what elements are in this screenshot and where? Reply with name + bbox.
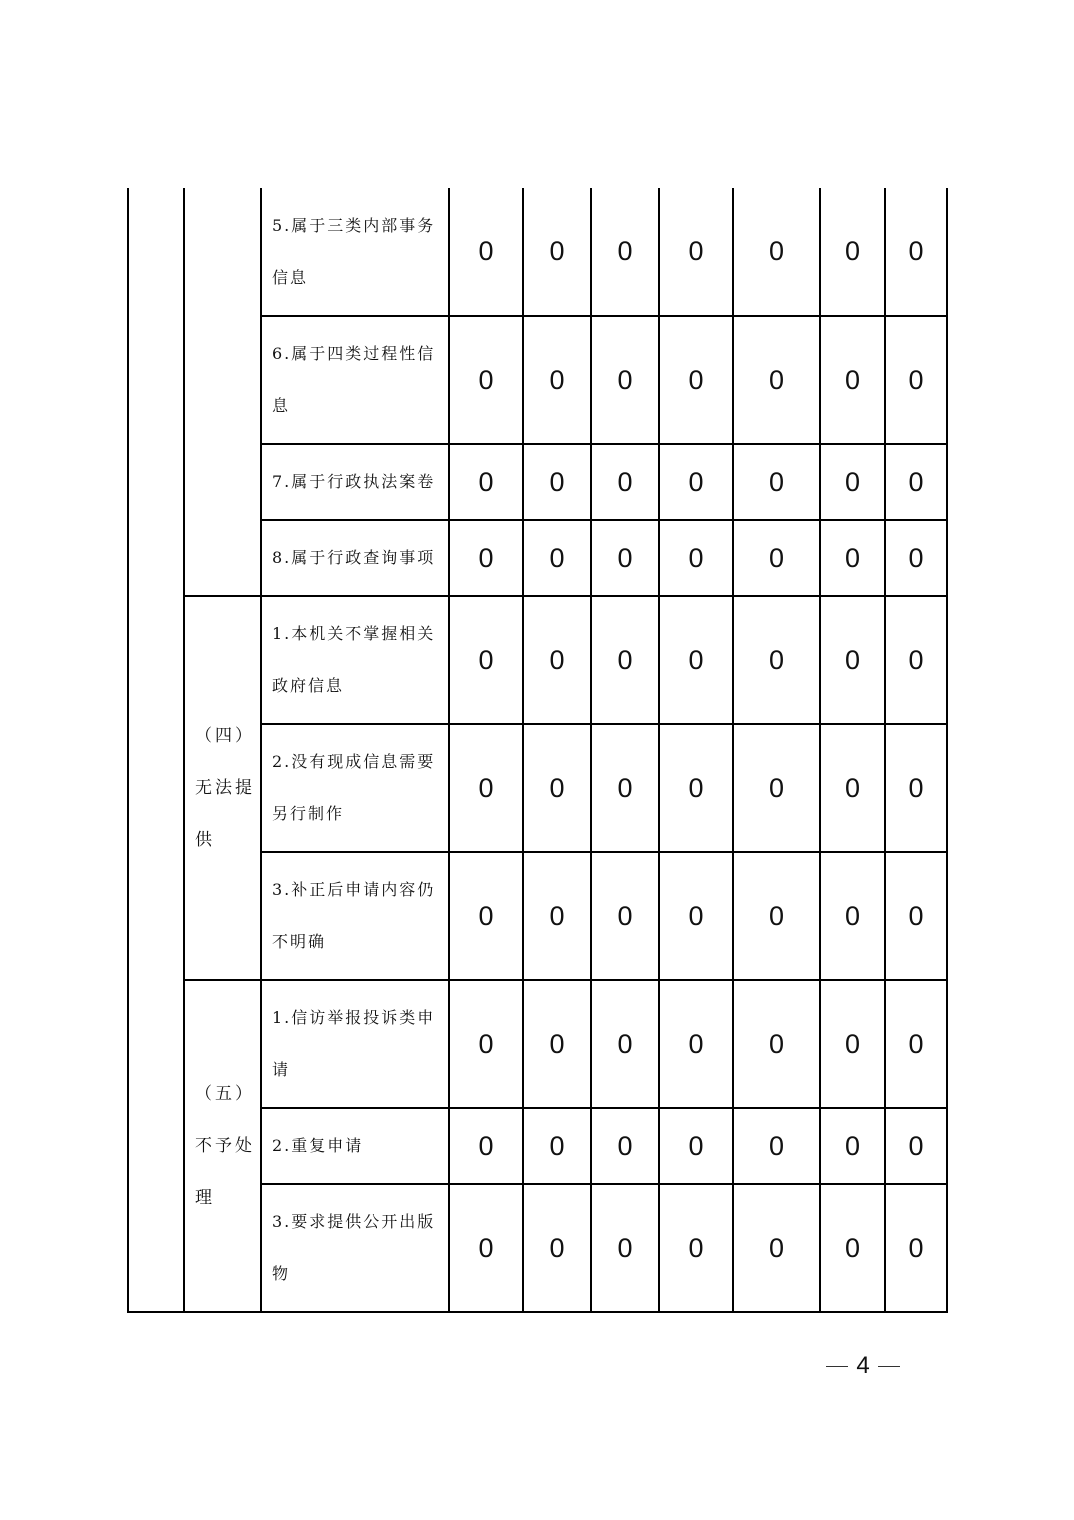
- value-cell: 0: [733, 980, 820, 1108]
- value-cell: 0: [591, 724, 659, 852]
- item-cell: [261, 852, 449, 980]
- item-cell: [261, 188, 449, 316]
- item-label: 3.补正后申请内容仍不明确: [272, 880, 436, 951]
- value-cell: 0: [733, 444, 820, 520]
- value-cell: 0: [591, 188, 659, 316]
- value-cell: 0: [659, 316, 733, 444]
- value-cell: 0: [523, 596, 591, 724]
- value-cell: 0: [820, 852, 885, 980]
- value-cell: 0: [820, 316, 885, 444]
- value-cell: 0: [591, 1184, 659, 1312]
- page-number-value: 4: [856, 1352, 870, 1379]
- value-cell: 0: [659, 596, 733, 724]
- value-cell: 0: [523, 444, 591, 520]
- value-cell: 0: [659, 1108, 733, 1184]
- value-cell: 0: [820, 188, 885, 316]
- value-cell: 0: [523, 1184, 591, 1312]
- category-cell: [184, 188, 261, 596]
- value-cell: 0: [449, 852, 523, 980]
- value-cell: 0: [820, 980, 885, 1108]
- item-cell: [261, 596, 449, 724]
- value-cell: 0: [820, 596, 885, 724]
- outer-category-cell: [128, 188, 184, 1312]
- value-cell: 0: [733, 852, 820, 980]
- item-label: 6.属于四类过程性信息: [272, 344, 436, 415]
- value-cell: 0: [885, 316, 947, 444]
- value-cell: 0: [733, 188, 820, 316]
- value-cell: 0: [591, 852, 659, 980]
- item-label: 1.本机关不掌握相关政府信息: [272, 624, 436, 695]
- value-cell: 0: [449, 1108, 523, 1184]
- category-cell: [184, 596, 261, 980]
- table-row: [128, 188, 947, 316]
- value-cell: 0: [733, 596, 820, 724]
- value-cell: 0: [449, 520, 523, 596]
- value-cell: 0: [659, 188, 733, 316]
- item-cell: [261, 1108, 449, 1184]
- item-cell: [261, 1184, 449, 1312]
- value-cell: 0: [885, 596, 947, 724]
- value-cell: 0: [523, 316, 591, 444]
- value-cell: 0: [523, 520, 591, 596]
- value-cell: 0: [449, 188, 523, 316]
- value-cell: 0: [659, 1184, 733, 1312]
- value-cell: 0: [659, 520, 733, 596]
- value-cell: 0: [591, 316, 659, 444]
- table-row: [128, 596, 947, 724]
- page-number: [818, 1352, 908, 1380]
- value-cell: 0: [449, 444, 523, 520]
- value-cell: 0: [449, 724, 523, 852]
- value-cell: 0: [523, 980, 591, 1108]
- value-cell: 0: [820, 520, 885, 596]
- value-cell: 0: [659, 852, 733, 980]
- item-label: 2.重复申请: [272, 1136, 364, 1155]
- value-cell: 0: [449, 596, 523, 724]
- value-cell: 0: [659, 444, 733, 520]
- value-cell: 0: [885, 980, 947, 1108]
- value-cell: 0: [449, 980, 523, 1108]
- value-cell: 0: [820, 1184, 885, 1312]
- value-cell: 0: [885, 852, 947, 980]
- value-cell: 0: [820, 724, 885, 852]
- value-cell: 0: [523, 188, 591, 316]
- item-cell: [261, 724, 449, 852]
- category-label: （四）无法提供: [195, 726, 255, 850]
- item-cell: [261, 316, 449, 444]
- value-cell: 0: [885, 520, 947, 596]
- value-cell: 0: [449, 316, 523, 444]
- item-cell: [261, 520, 449, 596]
- dash-left: [826, 1366, 848, 1367]
- value-cell: 0: [820, 1108, 885, 1184]
- item-label: 3.要求提供公开出版物: [272, 1212, 436, 1283]
- table-row: [128, 980, 947, 1108]
- value-cell: 0: [733, 1184, 820, 1312]
- value-cell: 0: [820, 444, 885, 520]
- item-cell: [261, 980, 449, 1108]
- value-cell: 0: [885, 724, 947, 852]
- value-cell: 0: [591, 596, 659, 724]
- item-label: 2.没有现成信息需要另行制作: [272, 752, 436, 823]
- value-cell: 0: [591, 1108, 659, 1184]
- value-cell: 0: [591, 520, 659, 596]
- item-cell: [261, 444, 449, 520]
- value-cell: 0: [523, 1108, 591, 1184]
- category-label: （五）不予处理: [195, 1084, 255, 1208]
- value-cell: 0: [659, 980, 733, 1108]
- item-label: 7.属于行政执法案卷: [272, 472, 436, 491]
- value-cell: 0: [449, 1184, 523, 1312]
- value-cell: 0: [591, 444, 659, 520]
- value-cell: 0: [885, 1184, 947, 1312]
- value-cell: 0: [733, 724, 820, 852]
- value-cell: 0: [591, 980, 659, 1108]
- value-cell: 0: [733, 1108, 820, 1184]
- statistics-table: [127, 188, 948, 1313]
- item-label: 1.信访举报投诉类申请: [272, 1008, 436, 1079]
- value-cell: 0: [733, 316, 820, 444]
- value-cell: 0: [523, 852, 591, 980]
- category-cell: [184, 980, 261, 1312]
- dash-right: [878, 1366, 900, 1367]
- value-cell: 0: [733, 520, 820, 596]
- value-cell: 0: [885, 1108, 947, 1184]
- value-cell: 0: [885, 444, 947, 520]
- item-label: 8.属于行政查询事项: [272, 548, 436, 567]
- value-cell: 0: [523, 724, 591, 852]
- value-cell: 0: [885, 188, 947, 316]
- item-label: 5.属于三类内部事务信息: [272, 215, 436, 287]
- value-cell: 0: [659, 724, 733, 852]
